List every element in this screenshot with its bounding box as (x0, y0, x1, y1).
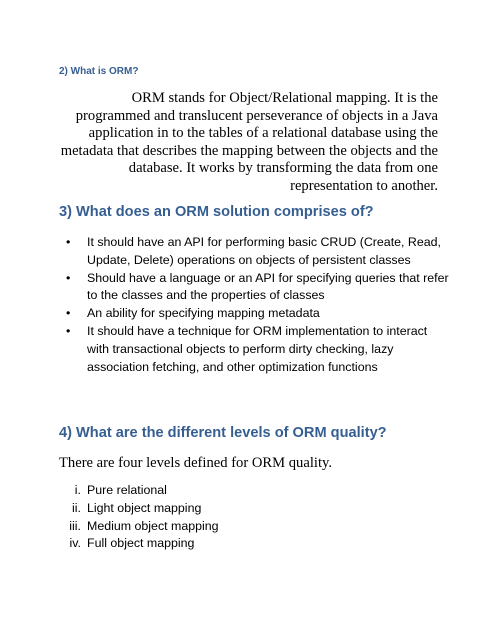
list-item (59, 482, 219, 500)
list-item-text: An ability for specifying mapping metadata (87, 306, 320, 321)
list-item (59, 305, 449, 323)
list-item (59, 234, 449, 269)
orm-definition-paragraph: ORM stands for Object/Relational mapping. It is the programmed and translucent perseverance of objects in a Java application in to the tables of a relational database using the metadata that describes the mapping between the objects and the database. It works by transforming the data from one representation to another. (60, 90, 438, 194)
bullet-icon: • (66, 306, 71, 321)
section-2-heading: 2) What is ORM? (59, 66, 139, 77)
list-item (59, 323, 449, 376)
list-item (59, 270, 449, 305)
bullet-icon: • (66, 270, 71, 285)
section-4-heading: 4) What are the different levels of ORM quality? (59, 425, 387, 441)
list-item (59, 535, 219, 553)
list-number: iii. (69, 518, 81, 533)
list-number: i. (74, 483, 81, 497)
list-item-text: Full object mapping (87, 536, 195, 551)
list-item (59, 500, 219, 518)
list-item-text: Should have a language or an API for specifying queries that refer to the classes and the properties of classes (87, 270, 449, 303)
list-item-text: It should have a technique for ORM implementation to interact with transactional objects to perform dirty checking, lazy association fetching, and other optimization functions (87, 324, 428, 374)
list-item-text: Pure relational (87, 483, 167, 497)
list-item-text: Medium object mapping (87, 518, 219, 533)
list-item (59, 518, 219, 536)
orm-quality-intro: There are four levels defined for ORM quality. (59, 455, 332, 471)
list-item-text: Light object mapping (87, 500, 202, 515)
section-3-heading: 3) What does an ORM solution comprises of? (59, 204, 374, 220)
list-number: iv. (69, 536, 81, 551)
bullet-icon: • (66, 235, 71, 249)
list-number: ii. (72, 500, 81, 515)
list-item-text: It should have an API for performing basic CRUD (Create, Read, Update, Delete) operations on objects of persistent classes (87, 235, 441, 267)
orm-solution-list (59, 234, 449, 377)
bullet-icon: • (66, 324, 71, 339)
orm-quality-levels-list (59, 482, 219, 553)
